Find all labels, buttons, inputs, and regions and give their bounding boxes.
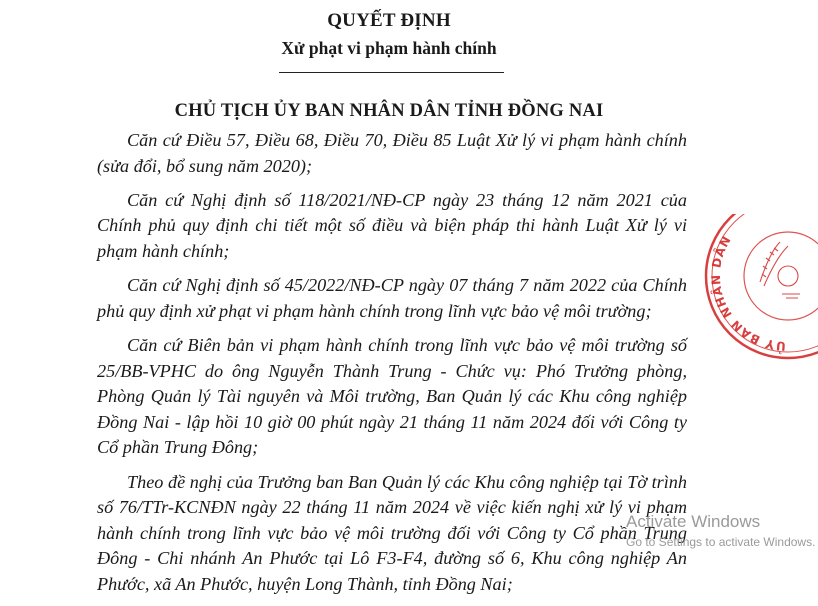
watermark-title: Activate Windows [626,512,761,531]
paragraph-legal-basis-3: Căn cứ Nghị định số 45/2022/NĐ-CP ngày 07 tháng 7 năm 2022 của Chính phủ quy định xử phạt vi phạm hành chính trong lĩnh vực bảo vệ môi trường; [97,275,687,321]
document-subtitle: Xử phạt vi phạm hành chính [281,38,497,58]
paragraph-legal-basis-2: Căn cứ Nghị định số 118/2021/NĐ-CP ngày 23 tháng 12 năm 2021 của Chính phủ quy định chi tiết một số điều và biện pháp thi hành Luật Xử lý vi phạm hành chính; [97,189,687,261]
paragraph-violation-record: Căn cứ Biên bản vi phạm hành chính trong lĩnh vực bảo vệ môi trường số 25/BB-VPHC do ông Nguyễn Thành Trung - Chức vụ: Phó Trưởng phòng, Phòng Quản lý Tài nguyên và Môi trường, Ban Quản lý các Khu công nghiệp Đồng Nai - lập hồi 10 giờ 00 phút ngày 21 tháng 11 năm 2024 đối với Công ty Cổ phần Trung Đông; [97,334,687,458]
watermark-subtitle: Go to Settings to activate Windows. [626,535,816,549]
issuing-authority: CHỦ TỊCH ỦY BAN NHÂN DÂN TỈNH ĐỒNG NAI [174,101,604,121]
document-title: QUYẾT ĐỊNH [327,10,451,31]
seal-text: ỦY BAN NHÂN DÂN [708,233,787,354]
paragraph-legal-basis-1: Căn cứ Điều 57, Điều 68, Điều 70, Điều 85 Luật Xử lý vi phạm hành chính (sửa đổi, bổ sung năm 2020); [97,130,687,176]
title-underline [279,72,504,73]
red-seal-stamp [698,214,818,364]
paragraph-proposal: Theo đề nghị của Trưởng ban Ban Quản lý các Khu công nghiệp tại Tờ trình số 76/TTr-KCNĐN ngày 22 tháng 11 năm 2024 về việc kiến nghị xử lý vi phạm hành chính trong lĩnh vực bảo vệ môi trường đối với Công ty Cổ phần Trung Đông - Chi nhánh An Phước tại Lô F3-F4, đường số 6, Khu công nghiệp An Phước, xã An Phước, huyện Long Thành, tỉnh Đồng Nai; [97,471,687,594]
document-body [97,128,687,606]
